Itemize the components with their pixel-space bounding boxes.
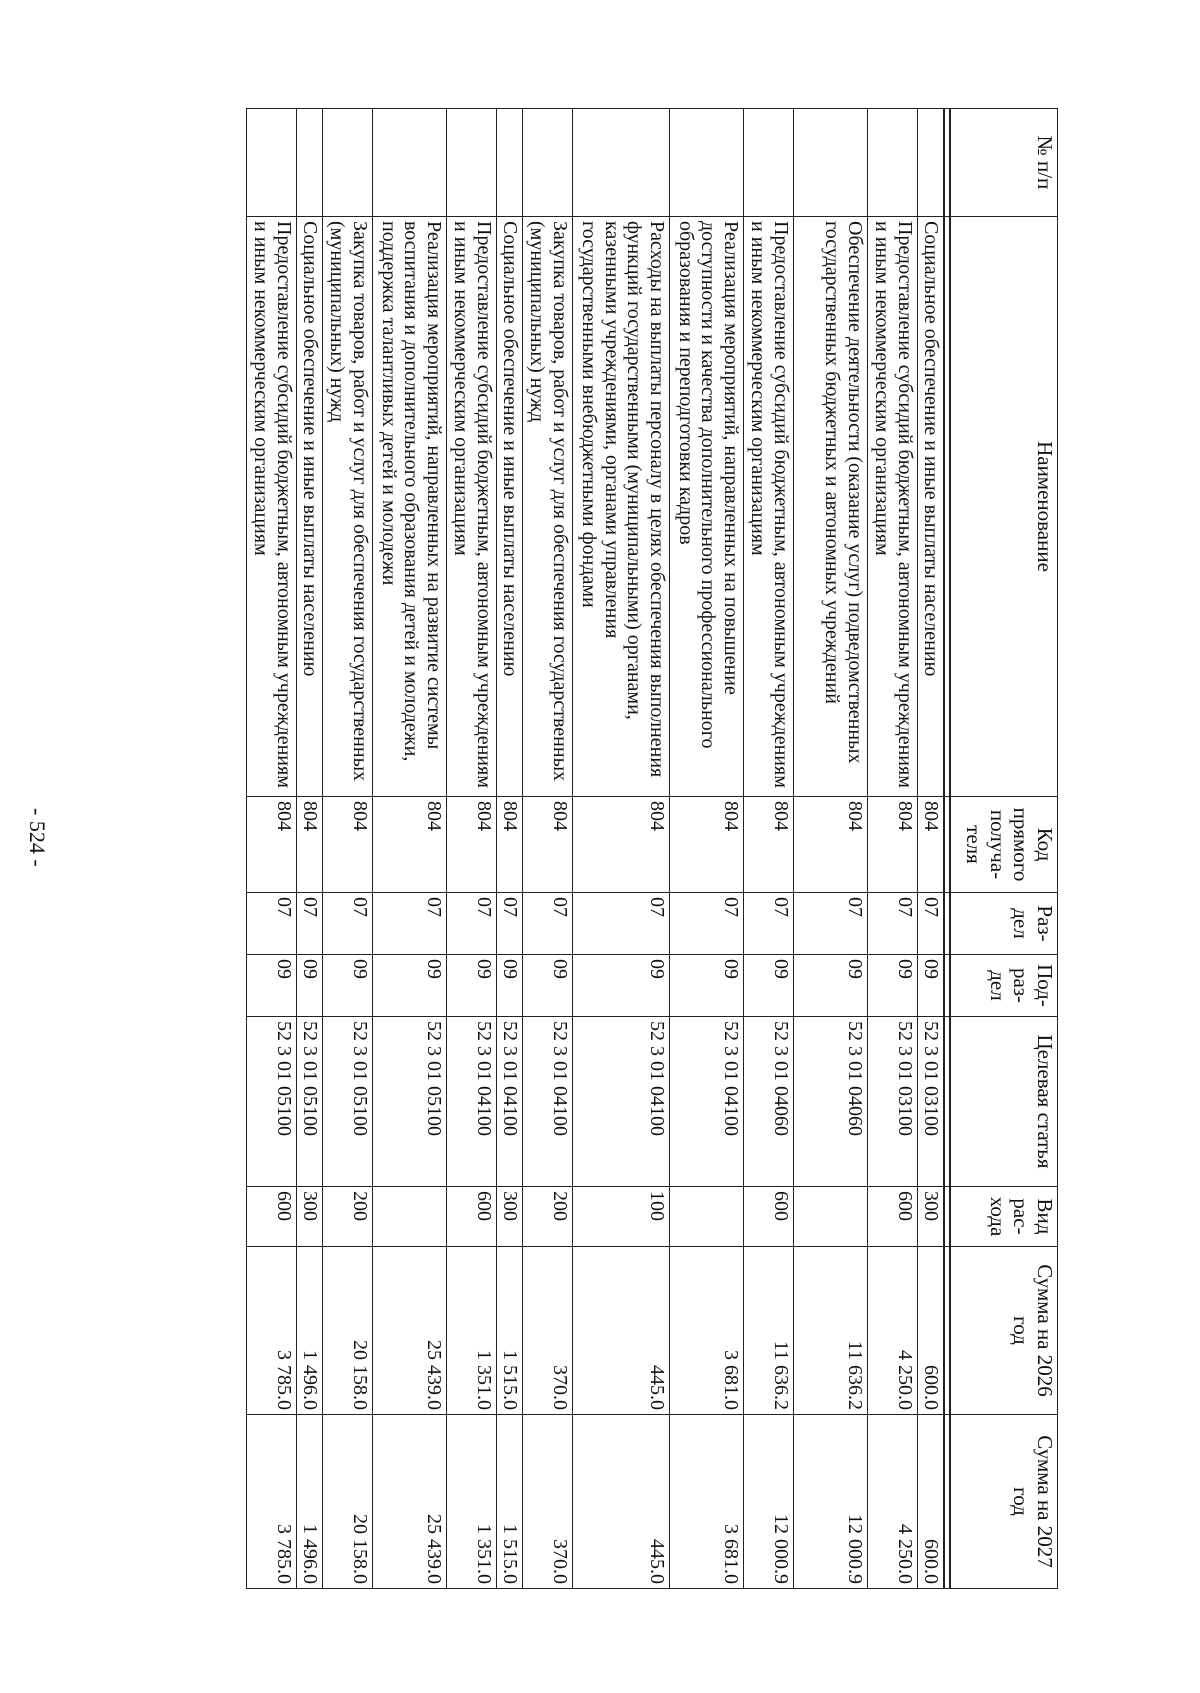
table-row — [573, 109, 670, 1589]
cell-code: 804 — [744, 797, 794, 893]
cell-name: Предоставление субсидий бюджетным, автономным учреждениям и иным некоммерческим организациям — [447, 217, 497, 797]
cell-subsection: 09 — [373, 955, 447, 1017]
cell-code: 804 — [247, 797, 297, 893]
cell-code: 804 — [794, 797, 868, 893]
cell-section: 07 — [573, 893, 670, 955]
cell-expense: 600 — [447, 1187, 497, 1247]
table-row — [323, 109, 373, 1589]
header-sum-2026: Сумма на 2026 год — [950, 1247, 1058, 1415]
cell-name: Предоставление субсидий бюджетным, автономным учреждениям и иным некоммерческим организациям — [247, 217, 297, 797]
cell-expense — [794, 1187, 868, 1247]
header-target-article: Целевая статья — [950, 1017, 1058, 1187]
cell-sum-2027: 3 681.0 — [670, 1415, 744, 1589]
cell-name: Обеспечение деятельности (оказание услуг) подведомственных государственных бюджетных и автономных учреждений — [794, 217, 868, 797]
cell-code: 804 — [523, 797, 573, 893]
cell-code: 804 — [868, 797, 918, 893]
cell-name: Расходы на выплаты персоналу в целях обеспечения выполнения функций государственными (муниципальными) органами, казенными учреждениями, органами управления государственными внебюджетными фондами — [573, 217, 670, 797]
cell-expense: 300 — [918, 1187, 945, 1247]
table-row — [868, 109, 918, 1589]
cell-sum-2026: 1 496.0 — [297, 1247, 323, 1415]
cell-num — [297, 109, 323, 217]
cell-article: 52 3 01 05100 — [247, 1017, 297, 1187]
page-number: - 524 - — [25, 808, 50, 867]
cell-section: 07 — [373, 893, 447, 955]
cell-sum-2026: 1 351.0 — [447, 1247, 497, 1415]
cell-sum-2026: 3 681.0 — [670, 1247, 744, 1415]
cell-name: Реализация мероприятий, направленных на развитие системы воспитания и дополнительного образования детей и молодежи, поддержка талантливых детей и молодежи — [373, 217, 447, 797]
header-subsection: Под- раз- дел — [950, 955, 1058, 1017]
cell-code: 804 — [670, 797, 744, 893]
table-row — [247, 109, 297, 1589]
cell-sum-2027: 20 158.0 — [323, 1415, 373, 1589]
cell-code: 804 — [297, 797, 323, 893]
cell-expense: 300 — [497, 1187, 523, 1247]
cell-subsection: 09 — [523, 955, 573, 1017]
cell-article: 52 3 01 04060 — [744, 1017, 794, 1187]
table-row — [373, 109, 447, 1589]
cell-section: 07 — [868, 893, 918, 955]
table-row — [523, 109, 573, 1589]
cell-sum-2026: 1 515.0 — [497, 1247, 523, 1415]
cell-name: Закупка товаров, работ и услуг для обеспечения государственных (муниципальных) нужд — [523, 217, 573, 797]
cell-name: Предоставление субсидий бюджетным, автономным учреждениям и иным некоммерческим организациям — [744, 217, 794, 797]
cell-expense: 200 — [523, 1187, 573, 1247]
cell-sum-2027: 1 515.0 — [497, 1415, 523, 1589]
cell-num — [918, 109, 945, 217]
cell-article: 52 3 01 04100 — [573, 1017, 670, 1187]
cell-sum-2026: 370.0 — [523, 1247, 573, 1415]
cell-num — [573, 109, 670, 217]
cell-subsection: 09 — [573, 955, 670, 1017]
cell-num — [670, 109, 744, 217]
header-expense-type: Вид рас- хода — [950, 1187, 1058, 1247]
cell-article: 52 3 01 04060 — [794, 1017, 868, 1187]
cell-article: 52 3 01 04100 — [447, 1017, 497, 1187]
cell-sum-2027: 370.0 — [523, 1415, 573, 1589]
cell-sum-2026: 11 636.2 — [794, 1247, 868, 1415]
header-sum-2027: Сумма на 2027 год — [950, 1415, 1058, 1589]
cell-article: 52 3 01 04100 — [523, 1017, 573, 1187]
cell-name: Социальное обеспечение и иные выплаты населению — [297, 217, 323, 797]
table-header-row — [950, 109, 1058, 1589]
cell-expense: 600 — [744, 1187, 794, 1247]
cell-subsection: 09 — [323, 955, 373, 1017]
cell-num — [868, 109, 918, 217]
cell-sum-2026: 20 158.0 — [323, 1247, 373, 1415]
cell-sum-2026: 11 636.2 — [744, 1247, 794, 1415]
cell-name: Предоставление субсидий бюджетным, автономным учреждениям и иным некоммерческим организациям — [868, 217, 918, 797]
cell-sum-2027: 445.0 — [573, 1415, 670, 1589]
cell-sum-2026: 3 785.0 — [247, 1247, 297, 1415]
table-row — [497, 109, 523, 1589]
cell-sum-2027: 1 496.0 — [297, 1415, 323, 1589]
cell-subsection: 09 — [247, 955, 297, 1017]
cell-sum-2027: 3 785.0 — [247, 1415, 297, 1589]
cell-num — [523, 109, 573, 217]
cell-expense — [670, 1187, 744, 1247]
cell-code: 804 — [573, 797, 670, 893]
cell-code: 804 — [373, 797, 447, 893]
cell-expense: 600 — [868, 1187, 918, 1247]
cell-num — [497, 109, 523, 217]
header-num: № п/п — [950, 109, 1058, 217]
cell-section: 07 — [794, 893, 868, 955]
cell-subsection: 09 — [447, 955, 497, 1017]
cell-subsection: 09 — [670, 955, 744, 1017]
cell-expense: 200 — [323, 1187, 373, 1247]
rotated-table-container — [104, 108, 1058, 1588]
cell-section: 07 — [918, 893, 945, 955]
header-section: Раз- дел — [950, 893, 1058, 955]
cell-num — [373, 109, 447, 217]
cell-subsection: 09 — [868, 955, 918, 1017]
cell-num — [447, 109, 497, 217]
cell-section: 07 — [523, 893, 573, 955]
cell-subsection: 09 — [744, 955, 794, 1017]
cell-article: 52 3 01 05100 — [373, 1017, 447, 1187]
cell-code: 804 — [918, 797, 945, 893]
cell-sum-2026: 600.0 — [918, 1247, 945, 1415]
table-spacer-row — [944, 109, 950, 1589]
table-row — [447, 109, 497, 1589]
cell-sum-2027: 600.0 — [918, 1415, 945, 1589]
cell-sum-2027: 25 439.0 — [373, 1415, 447, 1589]
cell-expense: 100 — [573, 1187, 670, 1247]
cell-section: 07 — [323, 893, 373, 955]
cell-num — [744, 109, 794, 217]
cell-sum-2027: 4 250.0 — [868, 1415, 918, 1589]
cell-section: 07 — [670, 893, 744, 955]
cell-sum-2027: 12 000.9 — [744, 1415, 794, 1589]
table-row — [918, 109, 945, 1589]
table-row — [744, 109, 794, 1589]
cell-name: Социальное обеспечение и иные выплаты населению — [918, 217, 945, 797]
cell-subsection: 09 — [297, 955, 323, 1017]
cell-section: 07 — [497, 893, 523, 955]
cell-num — [794, 109, 868, 217]
cell-code: 804 — [497, 797, 523, 893]
cell-num — [247, 109, 297, 217]
cell-section: 07 — [744, 893, 794, 955]
cell-expense: 300 — [297, 1187, 323, 1247]
cell-name: Реализация мероприятий, направленных на повышение доступности и качества дополнительного профессионального образования и переподготовки кадров — [670, 217, 744, 797]
table-row — [297, 109, 323, 1589]
cell-num — [323, 109, 373, 217]
header-name: Наименование — [950, 217, 1058, 797]
cell-code: 804 — [447, 797, 497, 893]
cell-article: 52 3 01 04100 — [670, 1017, 744, 1187]
header-recipient-code: Код прямого получа- теля — [950, 797, 1058, 893]
cell-name: Социальное обеспечение и иные выплаты населению — [497, 217, 523, 797]
budget-table — [246, 108, 1058, 1589]
cell-article: 52 3 01 03100 — [918, 1017, 945, 1187]
cell-article: 52 3 01 05100 — [297, 1017, 323, 1187]
cell-article: 52 3 01 04100 — [497, 1017, 523, 1187]
cell-expense — [373, 1187, 447, 1247]
cell-sum-2027: 12 000.9 — [794, 1415, 868, 1589]
cell-expense: 600 — [247, 1187, 297, 1247]
cell-section: 07 — [297, 893, 323, 955]
table-row — [794, 109, 868, 1589]
cell-article: 52 3 01 05100 — [323, 1017, 373, 1187]
cell-subsection: 09 — [918, 955, 945, 1017]
cell-sum-2026: 445.0 — [573, 1247, 670, 1415]
cell-name: Закупка товаров, работ и услуг для обеспечения государственных (муниципальных) нужд — [323, 217, 373, 797]
cell-subsection: 09 — [794, 955, 868, 1017]
cell-sum-2026: 4 250.0 — [868, 1247, 918, 1415]
cell-section: 07 — [447, 893, 497, 955]
cell-article: 52 3 01 03100 — [868, 1017, 918, 1187]
cell-sum-2026: 25 439.0 — [373, 1247, 447, 1415]
cell-sum-2027: 1 351.0 — [447, 1415, 497, 1589]
cell-code: 804 — [323, 797, 373, 893]
cell-subsection: 09 — [497, 955, 523, 1017]
cell-section: 07 — [247, 893, 297, 955]
table-row — [670, 109, 744, 1589]
